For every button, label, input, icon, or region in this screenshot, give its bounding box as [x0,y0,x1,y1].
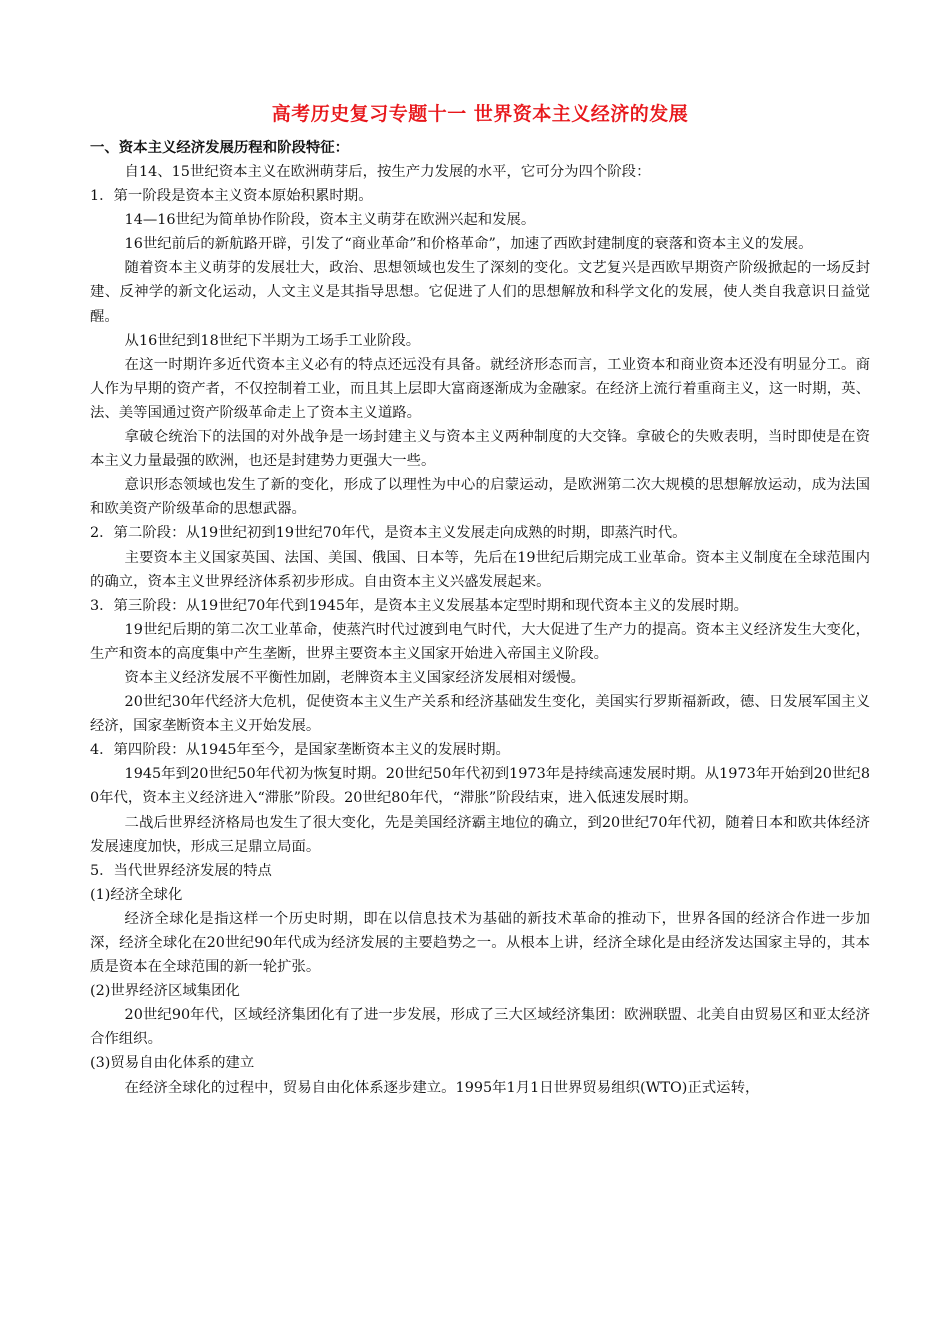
paragraph: 意识形态领域也发生了新的变化，形成了以理性为中心的启蒙运动，是欧洲第二次大规模的思想解放运动，成为法国和欧美资产阶级革命的思想武器。 [90,477,870,518]
paragraph: 主要资本主义国家英国、法国、美国、俄国、日本等，先后在19世纪后期完成工业革命。资本主义制度在全球范围内的确立，资本主义世界经济体系初步形成。自由资本主义兴盛发展起来。 [90,549,870,590]
document-page [90,96,870,1100]
paragraph: 20世纪90年代，区域经济集团化有了进一步发展，形成了三大区域经济集团：欧洲联盟、北美自由贸易区和亚太经济合作组织。 [90,1007,870,1048]
paragraph: 3．第三阶段：从19世纪70年代到1945年，是资本主义发展基本定型时期和现代资本主义的发展时期。 [90,597,749,614]
document-title: 高考历史复习专题十一 世界资本主义经济的发展 [271,103,689,125]
paragraph: 二战后世界经济格局也发生了很大变化，先是美国经济霸主地位的确立，到20世纪70年代初，随着日本和欧共体经济发展速度加快，形成三足鼎立局面。 [90,814,870,855]
paragraph: 从16世纪到18世纪下半期为工场手工业阶段。 [124,332,421,349]
paragraph: 随着资本主义萌芽的发展壮大，政治、思想领域也发生了深刻的变化。文艺复兴是西欧早期资产阶级掀起的一场反封建、反神学的新文化运动，人文主义是其指导思想。它促进了人们的思想解放和科学文化的发展，使人类自我意识日益觉醒。 [90,260,870,325]
paragraph: 16世纪前后的新航路开辟，引发了“商业革命”和价格革命”，加速了西欧封建制度的衰落和资本主义的发展。 [124,236,813,253]
paragraph: (1)经济全球化 [90,886,183,903]
section-heading: 一、资本主义经济发展历程和阶段特征： [90,140,350,156]
document-body [90,160,870,1100]
paragraph: 20世纪30年代经济大危机，促使资本主义生产关系和经济基础发生变化，美国实行罗斯福新政，德、日发展军国主义经济，国家垄断资本主义开始发展。 [90,694,870,735]
paragraph: 在这一时期许多近代资本主义必有的特点还远没有具备。就经济形态而言，工业资本和商业资本还没有明显分工。商人作为早期的资产者，不仅控制着工业，而且其上层即大富商逐渐成为金融家。在经济上流行着重商主义，这一时期，英、法、美等国通过资产阶级革命走上了资本主义道路。 [90,356,870,421]
paragraph: 在经济全球化的过程中，贸易自由化体系逐步建立。1995年1月1日世界贸易组织(WTO)正式运转， [124,1079,760,1096]
paragraph: 1．第一阶段是资本主义资本原始积累时期。 [90,188,373,205]
paragraph: 拿破仑统治下的法国的对外战争是一场封建主义与资本主义两种制度的大交锋。拿破仑的失败表明，当时即使是在资本主义力量最强的欧洲，也还是封建势力更强大一些。 [90,429,870,470]
paragraph: 经济全球化是指这样一个历史时期，即在以信息技术为基础的新技术革命的推动下，世界各国的经济合作进一步加深，经济全球化在20世纪90年代成为经济发展的主要趋势之一。从根本上讲，经济全球化是由经济发达国家主导的，其本质是资本在全球范围的新一轮扩张。 [90,910,870,976]
paragraph: 2．第二阶段：从19世纪初到19世纪70年代，是资本主义发展走向成熟的时期，即蒸汽时代。 [90,525,687,542]
paragraph: 资本主义经济发展不平衡性加剧，老牌资本主义国家经济发展相对缓慢。 [124,669,586,686]
paragraph: 5．当代世界经济发展的特点 [90,862,272,879]
paragraph: 自14、15世纪资本主义在欧洲萌芽后，按生产力发展的水平，它可分为四个阶段： [124,164,651,180]
paragraph: 19世纪后期的第二次工业革命，使蒸汽时代过渡到电气时代，大大促进了生产力的提高。资本主义经济发生大变化，生产和资本的高度集中产生垄断，世界主要资本主义国家开始进入帝国主义阶段。 [90,621,870,662]
paragraph: 4．第四阶段：从1945年至今，是国家垄断资本主义的发展时期。 [90,742,510,759]
paragraph: 1945年到20世纪50年代初为恢复时期。20世纪50年代初到1973年是持续高速发展时期。从1973年开始到20世纪80年代，资本主义经济进入“滞胀”阶段。20世纪80年代，“滞胀”阶段结束，进入低速发展时期。 [90,766,870,807]
paragraph: (3)贸易自由化体系的建立 [90,1055,255,1072]
paragraph: 14—16世纪为简单协作阶段，资本主义萌芽在欧洲兴起和发展。 [124,212,536,229]
paragraph: (2)世界经济区域集团化 [90,983,240,1000]
